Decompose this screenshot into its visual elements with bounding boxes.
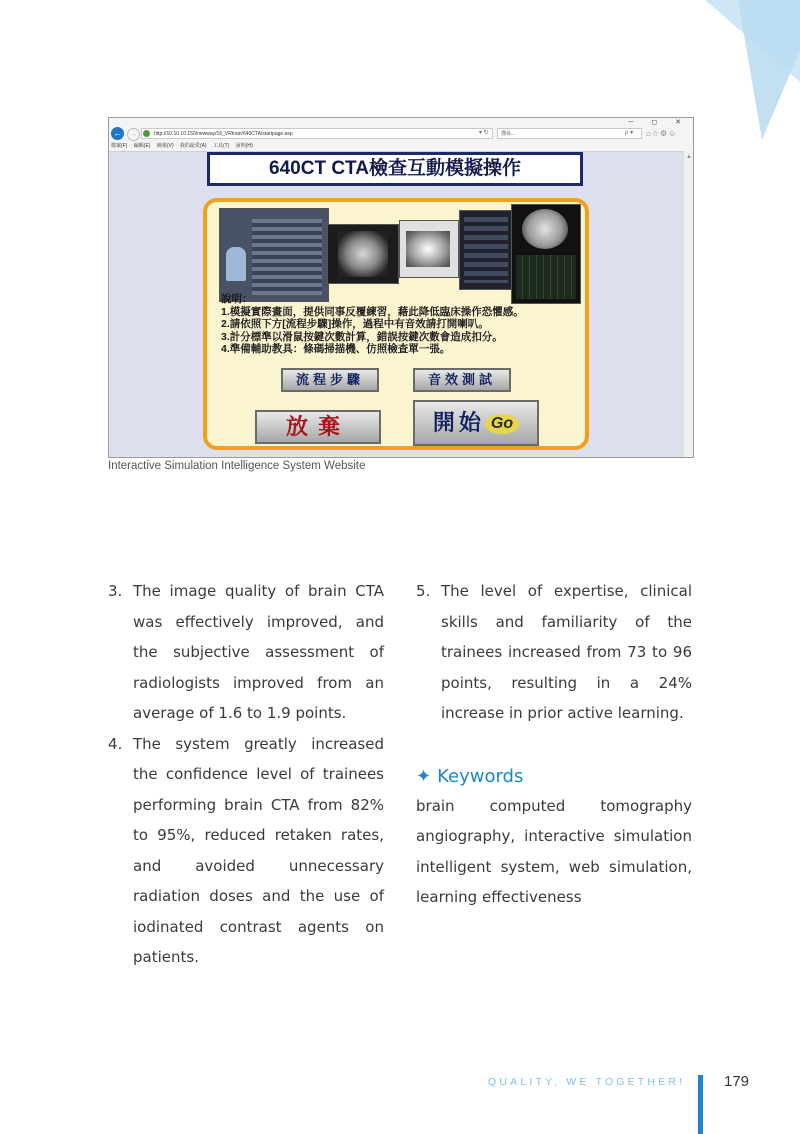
ct-thumbnails — [219, 204, 579, 304]
sound-test-button[interactable]: 音效測試 — [413, 368, 511, 392]
protocol-thumbnail — [459, 210, 513, 290]
toolbar-icons[interactable]: ⌂☆⚙☺ — [646, 129, 678, 138]
browser-chrome — [109, 118, 693, 152]
item-text: The system greatly increased the confidence level of trainees performing brain CTA from 82% to 95%, reduced retaken rates, and avoided unnecessary radiation doses and the use of iodinated contrast agents on patients. — [133, 734, 384, 966]
scrollbar[interactable] — [683, 151, 693, 457]
website-screenshot — [108, 117, 694, 458]
go-badge: Go — [485, 414, 519, 434]
site-icon — [143, 130, 150, 137]
hand-xray-thumbnail — [399, 220, 459, 278]
chest-xray-thumbnail — [327, 224, 399, 284]
search-icon[interactable]: ρ ▾ — [625, 130, 634, 136]
scroll-up-icon[interactable]: ▲ — [686, 154, 692, 160]
menu-item[interactable]: 工具(T) — [212, 143, 230, 149]
console-thumbnail — [219, 208, 329, 302]
menu-item[interactable]: 說明(H) — [235, 143, 253, 149]
back-arrow-icon[interactable]: ← — [113, 128, 122, 138]
address-bar[interactable]: http://10.10.10.150/newway/16_VRtrain/640CTA/startpage.asp — [141, 128, 493, 139]
page-number: 179 — [724, 1073, 750, 1090]
window-controls[interactable]: ─ ◻ ✕ — [628, 119, 689, 126]
instructions-title: 說明： — [221, 293, 253, 305]
menu-item[interactable]: 編輯(E) — [133, 143, 151, 149]
item-number: 5. — [416, 582, 431, 600]
menu-item[interactable]: 檢視(V) — [156, 143, 174, 149]
simulation-title: 640CT CTA檢查互動模擬操作 — [207, 152, 583, 186]
list-item — [108, 576, 384, 729]
star-icon: ✦ — [416, 765, 432, 787]
keywords-text: brain computed tomography angiography, interactive simulation intelligent system, web simulation, learning effectiveness — [416, 796, 692, 906]
footer-divider — [698, 1075, 703, 1134]
instructions — [221, 293, 524, 356]
keywords-heading — [416, 763, 692, 791]
search-input[interactable]: 搜尋... — [497, 128, 642, 139]
figure-caption: Interactive Simulation Intelligence System Website — [108, 460, 366, 472]
footer-tagline: QUALITY, WE TOGETHER! — [488, 1076, 686, 1088]
list-item — [108, 729, 384, 973]
refresh-icon[interactable]: ▾ ↻ — [479, 130, 489, 136]
brain-ct-thumbnail — [511, 204, 581, 304]
item-number: 4. — [108, 734, 123, 753]
instruction-line: 3.計分標準以滑鼠按鍵次數計算，錯誤按鍵次數會造成扣分。 — [221, 330, 503, 343]
forward-arrow-icon[interactable]: → — [127, 128, 140, 141]
browser-menu — [111, 141, 258, 151]
item-number: 3. — [108, 582, 123, 600]
instruction-line: 2.請依照下方[流程步驟]操作，過程中有音效請打開喇叭。 — [221, 318, 489, 330]
left-column — [108, 576, 384, 973]
quit-button[interactable]: 放棄 — [255, 410, 381, 444]
instruction-line: 4.準備輔助教具：條碼掃描機、仿照檢查單一張。 — [221, 343, 451, 355]
menu-item[interactable]: 我的最愛(A) — [179, 143, 207, 149]
right-column — [416, 576, 692, 913]
item-text: The level of expertise, clinical skills and familiarity of the trainees increased from 73 to 96 points, resulting in a 24% increase in prior active learning. — [441, 582, 692, 722]
list-item — [416, 576, 692, 729]
keywords-title: Keywords — [437, 765, 524, 787]
start-label: 開始 — [432, 410, 485, 435]
instruction-line: 1.模擬實際畫面，提供同事反覆練習，藉此降低臨床操作恐懼感。 — [221, 305, 524, 318]
menu-item[interactable]: 檔案(F) — [111, 143, 128, 149]
start-button[interactable] — [413, 400, 539, 446]
flow-steps-button[interactable]: 流程步驟 — [281, 368, 379, 392]
item-text: The image quality of brain CTA was effectively improved, and the subjective assessment of radiologists improved from an average of 1.6 to 1.9 points. — [133, 582, 384, 722]
